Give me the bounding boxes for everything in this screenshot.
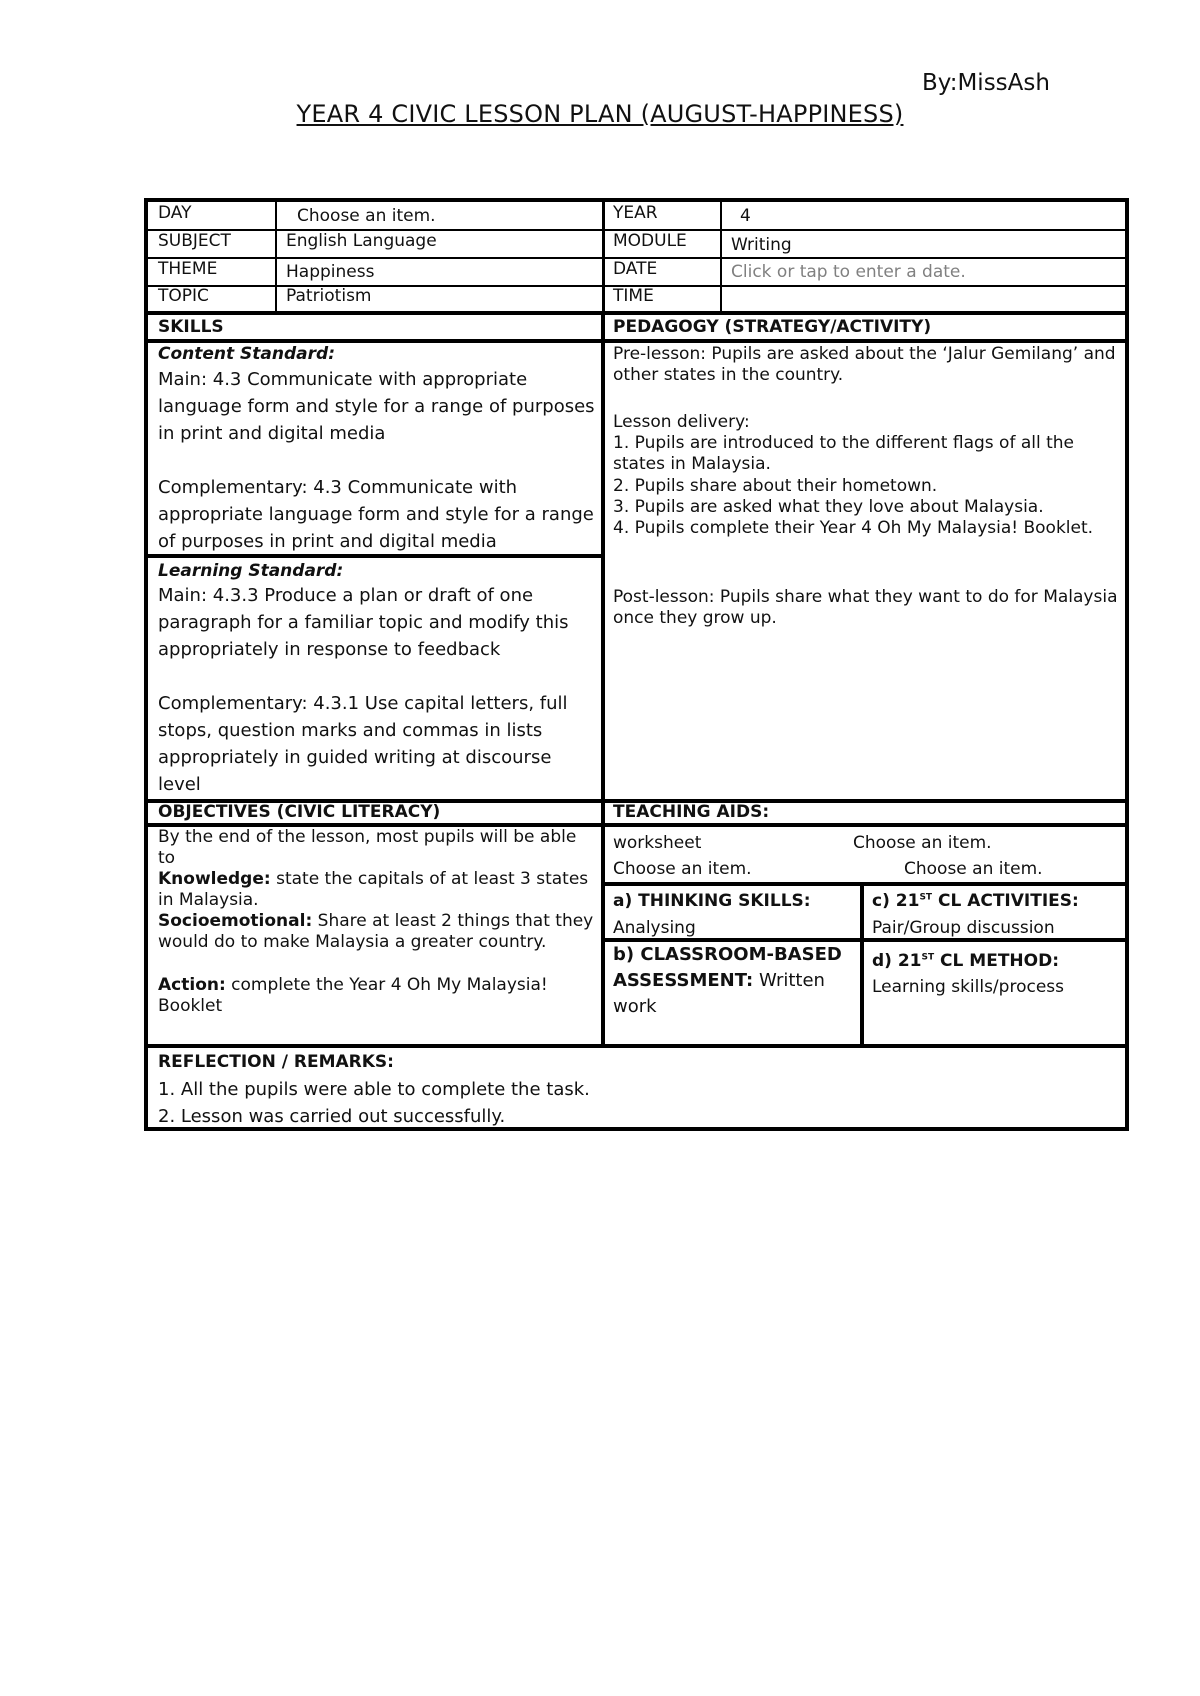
theme-label: THEME	[158, 259, 218, 279]
pedagogy-heading: PEDAGOGY (STRATEGY/ACTIVITY)	[613, 317, 932, 337]
cl-method-value: Learning skills/process	[872, 977, 1064, 997]
teaching-aid-item[interactable]: worksheet	[613, 833, 702, 853]
lesson-step: 4. Pupils complete their Year 4 Oh My Malaysia! Booklet.	[613, 518, 1094, 538]
theme-value: Happiness	[286, 262, 375, 282]
knowledge-label: Knowledge:	[158, 869, 271, 889]
assessment-heading: b) CLASSROOM-BASED ASSESSMENT:	[613, 944, 842, 991]
reflection-item: 2. Lesson was carried out successfully.	[158, 1106, 506, 1127]
teaching-aids-heading: TEACHING AIDS:	[613, 802, 770, 822]
cl-activities-heading: c) 21ST CL ACTIVITIES:	[872, 891, 1079, 911]
learning-standard-complementary: Complementary: 4.3.1 Use capital letters, full stops, question marks and commas in lists appropriately in guided writing at discourse level	[158, 693, 568, 795]
objective-action	[158, 975, 598, 1017]
page-title: YEAR 4 CIVIC LESSON PLAN (AUGUST-HAPPINESS)	[296, 100, 904, 128]
module-label: MODULE	[613, 231, 687, 251]
cl-method-heading: d) 21ST CL METHOD:	[872, 951, 1060, 971]
lesson-step: 1. Pupils are introduced to the different flags of all the states in Malaysia.	[613, 433, 1075, 474]
action-text: complete the Year 4 Oh My Malaysia! Booklet	[158, 975, 548, 1016]
objective-socioemotional	[158, 911, 598, 953]
day-label: DAY	[158, 203, 192, 223]
reflection-item: 1. All the pupils were able to complete the task.	[158, 1079, 590, 1100]
action-label: Action:	[158, 975, 226, 995]
teaching-aid-dropdown[interactable]: Choose an item.	[613, 859, 752, 879]
assessment-value: Written work	[613, 970, 825, 1017]
subject-value: English Language	[286, 231, 437, 251]
lesson-step: 2. Pupils share about their hometown.	[613, 476, 938, 496]
post-lesson: Post-lesson: Pupils share what they want to do for Malaysia once they grow up.	[613, 587, 1118, 628]
skills-heading: SKILLS	[158, 317, 224, 337]
author-line: By:MissAsh	[922, 70, 1050, 96]
objective-knowledge	[158, 869, 598, 911]
cl-activities-value: Pair/Group discussion	[872, 918, 1055, 938]
lesson-step: 3. Pupils are asked what they love about Malaysia.	[613, 497, 1044, 517]
thinking-skills-value: Analysing	[613, 918, 696, 938]
subject-label: SUBJECT	[158, 231, 231, 251]
date-label: DATE	[613, 259, 658, 279]
teaching-aid-dropdown[interactable]: Choose an item.	[853, 833, 992, 853]
content-standard-heading: Content Standard:	[158, 344, 335, 364]
thinking-skills-heading: a) THINKING SKILLS:	[613, 891, 811, 911]
assessment-block	[613, 942, 853, 1020]
content-standard-main: Main: 4.3 Communicate with appropriate language form and style for a range of purposes in print and digital media	[158, 369, 595, 444]
year-value: 4	[740, 206, 751, 226]
time-label: TIME	[613, 286, 654, 306]
day-dropdown[interactable]: Choose an item.	[297, 206, 436, 226]
objectives-heading: OBJECTIVES (CIVIC LITERACY)	[158, 802, 441, 822]
lesson-delivery-heading: Lesson delivery:	[613, 412, 750, 432]
knowledge-text: state the capitals of at least 3 states in Malaysia.	[158, 869, 589, 910]
topic-label: TOPIC	[158, 286, 209, 306]
year-label: YEAR	[613, 203, 658, 223]
topic-value: Patriotism	[286, 286, 372, 306]
module-value: Writing	[731, 235, 792, 255]
teaching-aid-dropdown[interactable]: Choose an item.	[904, 859, 1043, 879]
socioemotional-label: Socioemotional:	[158, 911, 313, 931]
socioemotional-text: Share at least 2 things that they would do to make Malaysia a greater country.	[158, 911, 594, 952]
learning-standard-heading: Learning Standard:	[158, 561, 344, 581]
reflection-heading: REFLECTION / REMARKS:	[158, 1052, 394, 1072]
learning-standard-main: Main: 4.3.3 Produce a plan or draft of one paragraph for a familiar topic and modify this appropriately in response to feedback	[158, 585, 569, 660]
pre-lesson: Pre-lesson: Pupils are asked about the ‘Jalur Gemilang’ and other states in the country.	[613, 344, 1116, 385]
objectives-intro: By the end of the lesson, most pupils will be able to	[158, 827, 577, 868]
date-picker[interactable]: Click or tap to enter a date.	[731, 262, 966, 282]
content-standard-complementary: Complementary: 4.3 Communicate with appropriate language form and style for a range of purposes in print and digital media	[158, 477, 594, 552]
